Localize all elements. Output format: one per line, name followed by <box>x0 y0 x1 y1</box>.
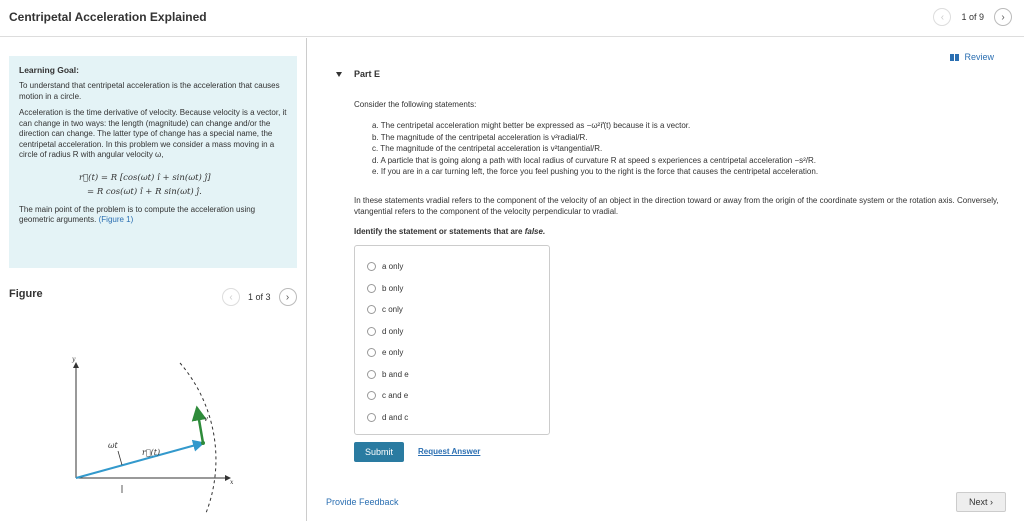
figure-next-button[interactable] <box>279 288 297 306</box>
definition-paragraph: In these statements vradial refers to the component of the velocity of an object in the direction toward or away from the origin of the coordinate system or the rotation axis. Conversely, vtangential refers to the component of the velocity perpendicular to vradial. <box>354 196 999 216</box>
question-prompt <box>354 227 545 236</box>
question-prompt-emphasis: false. <box>524 227 546 236</box>
page-title: Centripetal Acceleration Explained <box>9 10 207 24</box>
radio-button[interactable] <box>367 262 376 271</box>
review-label: Review <box>964 52 994 62</box>
collapse-triangle-icon <box>336 72 342 77</box>
part-header[interactable] <box>336 69 380 79</box>
figure-pager <box>222 288 297 306</box>
provide-feedback-link[interactable]: Provide Feedback <box>326 497 399 507</box>
option-c-and-e[interactable] <box>355 385 549 407</box>
velocity-vector <box>197 408 203 443</box>
circular-motion-figure <box>60 353 240 521</box>
chevron-right-icon: › <box>285 291 290 303</box>
left-panel <box>0 38 307 521</box>
next-page-button[interactable] <box>994 8 1012 26</box>
label-v: v <box>204 415 208 423</box>
option-label: c and e <box>382 391 409 401</box>
radio-button[interactable] <box>367 348 376 357</box>
label-x: x <box>230 479 234 486</box>
goal-paragraph-2: Acceleration is the time derivative of velocity. Because velocity is a vector, it can change in two ways: the length (magnitude) can change and/or the direction can change. The latter type of change has a special name, the centripetal acceleration. In this problem we consider a mass moving in a circle of radius R with angular velocity ω, <box>19 108 287 159</box>
goal-paragraph-1: To understand that centripetal acceleration is the acceleration that causes motion in a circle. <box>19 81 280 101</box>
goal-title: Learning Goal: <box>19 65 79 75</box>
equation-line-1: r⃗(t) = R [cos(ωt) î + sin(ωt) ĵ] <box>79 172 211 183</box>
mass-point <box>201 441 205 445</box>
option-label: b only <box>382 283 404 293</box>
statement-list <box>372 120 818 178</box>
radio-button[interactable] <box>367 370 376 379</box>
label-y: y <box>72 356 76 363</box>
option-e-only[interactable] <box>355 342 549 364</box>
option-b-and-e[interactable] <box>355 364 549 386</box>
option-label: d and c <box>382 412 409 422</box>
option-a-only[interactable] <box>355 256 549 278</box>
option-b-only[interactable] <box>355 278 549 300</box>
goal-paragraph-3 <box>19 205 287 226</box>
statement-a: a. The centripetal acceleration might better be expressed as −ω²r⃗(t) because it is a vector. <box>372 121 691 130</box>
book-icon <box>950 54 960 61</box>
question-prompt-text: Identify the statement or statements that are <box>354 227 523 236</box>
intro-text: Consider the following statements: <box>354 100 477 109</box>
chevron-right-icon: › <box>1001 11 1005 23</box>
learning-goal-box <box>9 56 297 268</box>
option-d-only[interactable] <box>355 321 549 343</box>
option-label: d only <box>382 326 404 336</box>
position-equation <box>79 171 287 199</box>
chevron-left-icon: ‹ <box>229 291 233 303</box>
top-bar <box>0 0 1024 37</box>
request-answer-link[interactable]: Request Answer <box>418 447 481 456</box>
chevron-left-icon: ‹ <box>940 11 945 23</box>
radio-button[interactable] <box>367 413 376 422</box>
statement-c: c. The magnitude of the centripetal acceleration is v²tangential/R. <box>372 144 603 154</box>
statement-e: e. If you are in a car turning left, the force you feel pushing you to the right is the force that causes the centripetal acceleration. <box>372 167 819 177</box>
prev-page-button[interactable] <box>933 8 951 26</box>
figure-pager-text: 1 of 3 <box>248 292 271 302</box>
figure-link[interactable]: (Figure 1) <box>98 215 134 224</box>
option-label: b and e <box>382 369 409 379</box>
label-r: r⃗(t) <box>142 448 161 457</box>
right-panel <box>308 38 1024 521</box>
option-d-and-c[interactable] <box>355 407 549 429</box>
option-label: e only <box>382 348 404 358</box>
circle-path <box>180 363 216 513</box>
statement-b: b. The magnitude of the centripetal acceleration is v²radial/R. <box>372 132 588 142</box>
submit-button[interactable]: Submit <box>354 442 404 462</box>
statement-d: d. A particle that is going along a path with local radius of curvature R at speed s experiences a centripetal acceleration −s²/R. <box>372 155 817 165</box>
option-label: c only <box>382 305 403 315</box>
option-c-only[interactable] <box>355 299 549 321</box>
answer-options <box>354 245 550 435</box>
radio-button[interactable] <box>367 391 376 400</box>
part-title: Part E <box>354 69 381 79</box>
figure-prev-button[interactable] <box>222 288 240 306</box>
equation-line-2: = R cos(ωt) î + R sin(ωt) ĵ. <box>87 186 202 197</box>
review-link[interactable] <box>950 52 994 62</box>
figure-title: Figure <box>9 288 43 300</box>
next-button[interactable]: Next › <box>956 492 1006 512</box>
part-pager <box>933 8 1012 26</box>
pager-text: 1 of 9 <box>961 12 984 22</box>
label-wt: ωt <box>108 441 118 450</box>
position-vector <box>76 443 203 478</box>
radio-button[interactable] <box>367 305 376 314</box>
goal-paragraph-3-text: The main point of the problem is to compute the acceleration using geometric arguments. <box>19 204 256 224</box>
radio-button[interactable] <box>367 327 376 336</box>
radio-button[interactable] <box>367 284 376 293</box>
option-label: a only <box>382 262 404 272</box>
angle-marker <box>118 451 122 465</box>
